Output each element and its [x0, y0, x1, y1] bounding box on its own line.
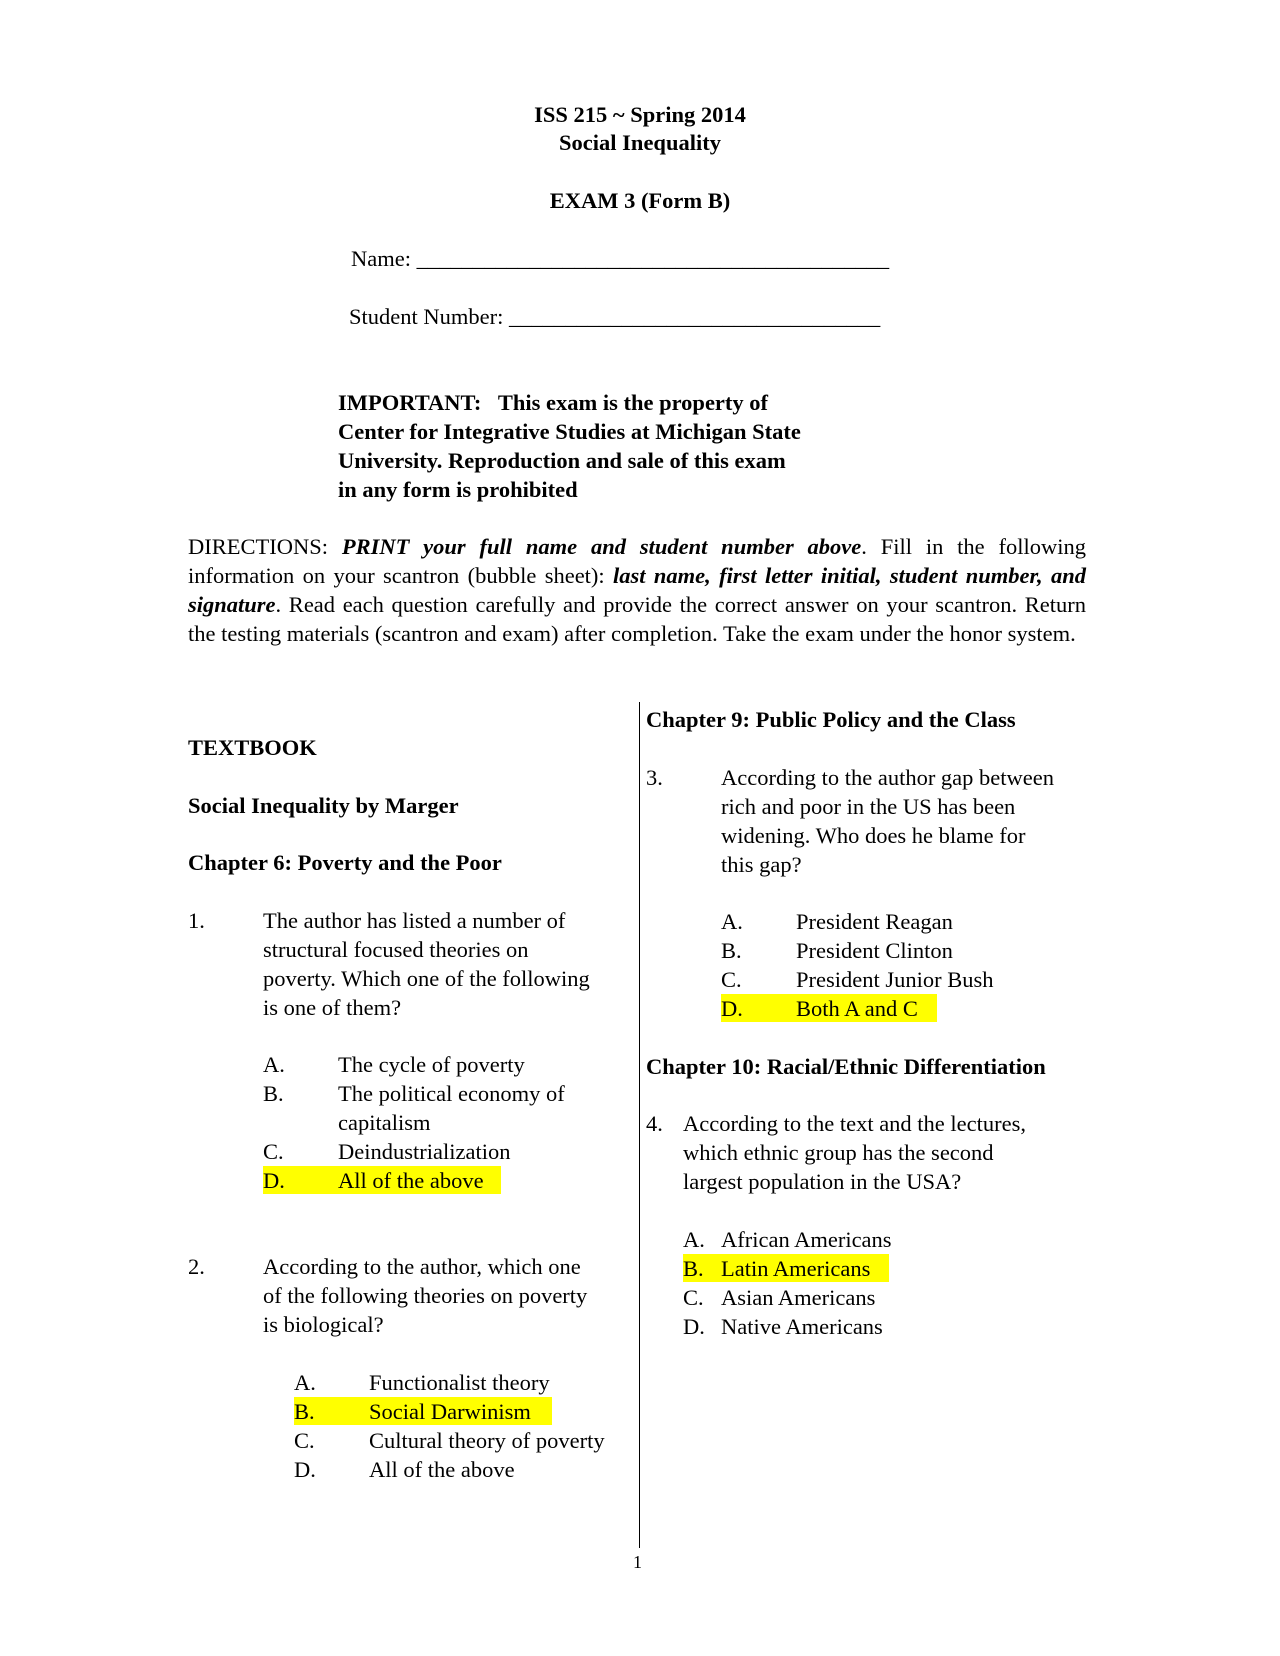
- option-letter: A.: [263, 1052, 285, 1077]
- question-line: structural focused theories on: [263, 937, 529, 962]
- option-text: Both A and C: [796, 996, 918, 1021]
- question-2-text: [263, 1252, 587, 1339]
- question-1-text: [263, 906, 590, 1022]
- option-text: Functionalist theory: [369, 1370, 550, 1395]
- column-divider: [639, 702, 640, 1548]
- q1-option-c[interactable]: [263, 1137, 563, 1165]
- q4-option-a[interactable]: [683, 1225, 923, 1253]
- option-letter: B.: [721, 938, 742, 963]
- option-letter: D.: [294, 1457, 316, 1482]
- question-line: this gap?: [721, 852, 802, 877]
- question-2-number: 2.: [188, 1254, 205, 1279]
- q4-option-b-highlighted[interactable]: [683, 1254, 889, 1282]
- chapter-9-heading: Chapter 9: Public Policy and the Class: [646, 707, 1016, 732]
- exam-title: EXAM 3 (Form B): [549, 188, 731, 213]
- student-number-label: Student Number:: [349, 304, 504, 329]
- question-line: which ethnic group has the second: [683, 1140, 994, 1165]
- q4-option-c[interactable]: [683, 1283, 923, 1311]
- q4-option-d[interactable]: [683, 1312, 923, 1340]
- important-line: in any form is prohibited: [338, 477, 578, 502]
- name-label: Name:: [351, 246, 411, 271]
- directions-emphasis-print: PRINT your full name and student number above: [341, 534, 862, 559]
- student-number-field[interactable]: [349, 302, 880, 331]
- chapter-6-heading: Chapter 6: Poverty and the Poor: [188, 850, 502, 875]
- question-line: is biological?: [263, 1312, 384, 1337]
- q3-option-a[interactable]: [721, 907, 1021, 935]
- option-text: Asian Americans: [721, 1285, 876, 1310]
- book-title: Social Inequality by Marger: [188, 793, 459, 818]
- option-letter: A.: [294, 1370, 316, 1395]
- option-text: Native Americans: [721, 1314, 883, 1339]
- question-line: rich and poor in the US has been: [721, 794, 1016, 819]
- question-line: According to the author, which one: [263, 1254, 581, 1279]
- option-letter: B.: [683, 1256, 704, 1281]
- option-text: President Junior Bush: [796, 967, 994, 992]
- option-letter: D.: [721, 996, 743, 1021]
- question-line: According to the text and the lectures,: [683, 1111, 1027, 1136]
- option-text: The political economy of: [338, 1081, 565, 1106]
- q2-option-d[interactable]: [294, 1455, 594, 1483]
- directions-text-2: . Read each question carefully and provide the correct answer on your scantron. Return the testing materials (scantron and exam) after completion. Take the exam under the honor system.: [188, 592, 1086, 646]
- question-line: is one of them?: [263, 995, 402, 1020]
- question-1-number: 1.: [188, 908, 205, 933]
- course-title: Social Inequality: [559, 130, 721, 155]
- course-header: ISS 215 ~ Spring 2014: [534, 102, 746, 127]
- question-line: The author has listed a number of: [263, 908, 566, 933]
- option-text: The cycle of poverty: [338, 1052, 525, 1077]
- option-text: Social Darwinism: [369, 1399, 531, 1424]
- option-letter: C.: [721, 967, 742, 992]
- q3-option-d-highlighted[interactable]: [721, 994, 937, 1022]
- question-4-text: [683, 1109, 1026, 1196]
- question-line: largest population in the USA?: [683, 1169, 962, 1194]
- q2-option-b-highlighted[interactable]: [294, 1397, 552, 1425]
- option-text: Deindustrialization: [338, 1139, 511, 1164]
- option-text: President Reagan: [796, 909, 953, 934]
- q2-option-a[interactable]: [294, 1368, 594, 1396]
- important-notice: [338, 388, 854, 504]
- option-letter: D.: [683, 1314, 705, 1339]
- option-letter: C.: [683, 1285, 704, 1310]
- name-blank[interactable]: __________________________________________: [416, 246, 890, 271]
- option-text: President Clinton: [796, 938, 953, 963]
- question-line: poverty. Which one of the following: [263, 966, 590, 991]
- question-3-text: [721, 763, 1054, 879]
- option-text: African Americans: [721, 1227, 892, 1252]
- name-field[interactable]: [351, 244, 889, 273]
- question-4-number: 4.: [646, 1111, 663, 1136]
- question-line: of the following theories on poverty: [263, 1283, 588, 1308]
- student-number-blank[interactable]: _________________________________: [508, 304, 881, 329]
- chapter-10-heading: Chapter 10: Racial/Ethnic Differentiation: [646, 1054, 1046, 1079]
- q1-option-d-highlighted[interactable]: [263, 1166, 501, 1194]
- directions-emphasis-fields: last name, first letter initial, student number, and signature: [188, 563, 1086, 617]
- q1-option-b[interactable]: [263, 1079, 603, 1135]
- option-letter: A.: [721, 909, 743, 934]
- important-line: University. Reproduction and sale of this exam: [338, 448, 786, 473]
- important-line: IMPORTANT: This exam is the property of: [338, 390, 769, 415]
- option-text: Latin Americans: [721, 1256, 871, 1281]
- directions-text-1: . Fill in the following information on your scantron (bubble sheet):: [188, 534, 1086, 588]
- important-line: Center for Integrative Studies at Michigan State: [338, 419, 801, 444]
- page-number: 1: [633, 1552, 642, 1572]
- question-line: According to the author gap between: [721, 765, 1055, 790]
- question-line: widening. Who does he blame for: [721, 823, 1026, 848]
- q3-option-b[interactable]: [721, 936, 1021, 964]
- q1-option-a[interactable]: [263, 1050, 563, 1078]
- q3-option-c[interactable]: [721, 965, 1041, 993]
- directions-label: DIRECTIONS:: [188, 534, 328, 559]
- option-text: Cultural theory of poverty: [369, 1428, 605, 1453]
- option-text-continued: capitalism: [338, 1110, 431, 1135]
- option-letter: C.: [263, 1139, 284, 1164]
- option-letter: A.: [683, 1227, 705, 1252]
- option-letter: C.: [294, 1428, 315, 1453]
- option-letter: B.: [294, 1399, 315, 1424]
- q2-option-c[interactable]: [294, 1426, 634, 1454]
- textbook-heading: TEXTBOOK: [188, 735, 317, 760]
- directions: [188, 532, 1086, 648]
- option-letter: B.: [263, 1081, 284, 1106]
- option-letter: D.: [263, 1168, 285, 1193]
- question-3-number: 3.: [646, 765, 663, 790]
- option-text: All of the above: [369, 1457, 515, 1482]
- option-text: All of the above: [338, 1168, 484, 1193]
